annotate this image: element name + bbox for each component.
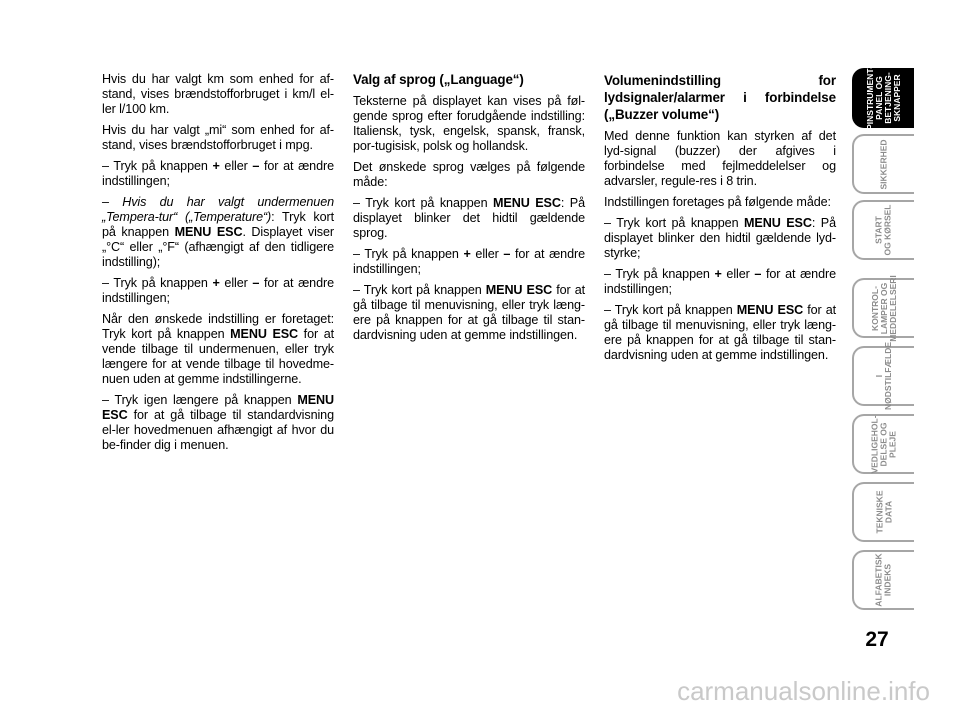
tab-label: VEDLIGEHOL- DELSE OG PLEJE (869, 414, 898, 474)
paragraph: Hvis du har valgt km som enhed for af-stand, vises brændstofforbruget i km/l el-ler l/100 km. (102, 72, 334, 116)
tab-instrument-panel[interactable] (852, 68, 914, 128)
paragraph: – Hvis du har valgt undermenuen „Tempera-tur“ („Temperature“): Tryk kort på knappen MENU ESC. Displayet viser „°C“ eller „°F“ (afhængigt af den tidligere indstilling); (102, 195, 334, 269)
paragraph: Hvis du har valgt „mi“ som enhed for af-stand, vises brændstofforbruget i mpg. (102, 123, 334, 152)
text-column-1 (102, 72, 334, 459)
paragraph: Indstillingen foretages på følgende måde: (604, 195, 831, 209)
tab-label: I NØDSTILFÆLDE (874, 342, 893, 410)
paragraph: – Tryk på knappen + eller – for at ændre indstillingen; (604, 267, 836, 296)
tab-index[interactable] (852, 550, 914, 610)
tab-label: START OG KØRSEL (873, 204, 893, 256)
paragraph: – Tryk igen længere på knappen MENU ESC for at gå tilbage til standardvisning el-ler hovedmenuen afhængigt af hvor du be-finder dig i menuen. (102, 393, 334, 452)
tab-label: KONTROL- LAMPER OG MEDDELELSERI (869, 274, 898, 342)
tab-label: PINSTRUMENT- PANEL OG BETJENING- SKNAPPER (865, 66, 902, 130)
tab-label: ALFABETISK INDEKS (874, 553, 893, 607)
tab-emergency[interactable] (852, 342, 914, 410)
paragraph: – Tryk kort på knappen MENU ESC for at gå tilbage til menuvisning, eller tryk læng-ere på knappen for at gå tilbage til stan-dardvisning uden at gemme indstillingen. (604, 303, 836, 362)
tab-start-driving[interactable] (852, 200, 914, 260)
tab-technical-data[interactable] (852, 482, 914, 542)
tab-label: SIKKERHED (878, 138, 889, 190)
tab-safety[interactable] (852, 134, 914, 194)
paragraph: – Tryk kort på knappen MENU ESC for at gå tilbage til menuvisning, eller tryk læng-ere på knappen for at gå tilbage til stan-dardvisning uden at gemme indstillingen. (353, 283, 585, 342)
section-heading: Volumenindstilling for lydsignaler/alarmer i forbindelse („Buzzer volume“) (604, 73, 836, 122)
text-column-2 (353, 72, 585, 349)
paragraph: Når den ønskede indstilling er foretaget: Tryk kort på knappen MENU ESC for at vende tilbage til undermenuen, eller tryk længere for at vende tilbage til hovedme-nuen uden at gemme indstillingerne. (102, 312, 334, 386)
tab-label: TEKNISKE DATA (873, 490, 893, 534)
tab-warning-lamps[interactable] (852, 274, 914, 342)
paragraph: – Tryk på knappen + eller – for at ændre indstillingen; (102, 276, 334, 305)
paragraph: – Tryk kort på knappen MENU ESC: På displayet blinker det hidtil gældende sprog. (353, 196, 585, 240)
paragraph: – Tryk kort på knappen MENU ESC: På displayet blinker den hidtil gældende lyd-styrke; (604, 216, 836, 260)
paragraph: Teksterne på displayet kan vises på føl-gende sprog efter forudgående indstilling: Italiensk, tysk, engelsk, spansk, fransk, por-tugisisk, polsk og hollandsk. (353, 94, 585, 153)
paragraph: – Tryk på knappen + eller – for at ændre indstillingen; (102, 159, 334, 188)
text-column-3 (604, 72, 836, 369)
watermark: carmanualsonline.info (677, 676, 930, 706)
tab-maintenance[interactable] (852, 414, 914, 474)
paragraph: Med denne funktion kan styrken af det lyd-signal (buzzer) der afgives i forbindelse med fejlmeddelelser og advarsler, regule-res i 8 trin. (604, 129, 836, 188)
paragraph: – Tryk på knappen + eller – for at ændre indstillingen; (353, 247, 585, 276)
page-number: 27 (865, 628, 889, 651)
paragraph: Det ønskede sprog vælges på følgende måde: (353, 160, 585, 189)
section-heading: Valg af sprog („Language“) (353, 72, 524, 87)
